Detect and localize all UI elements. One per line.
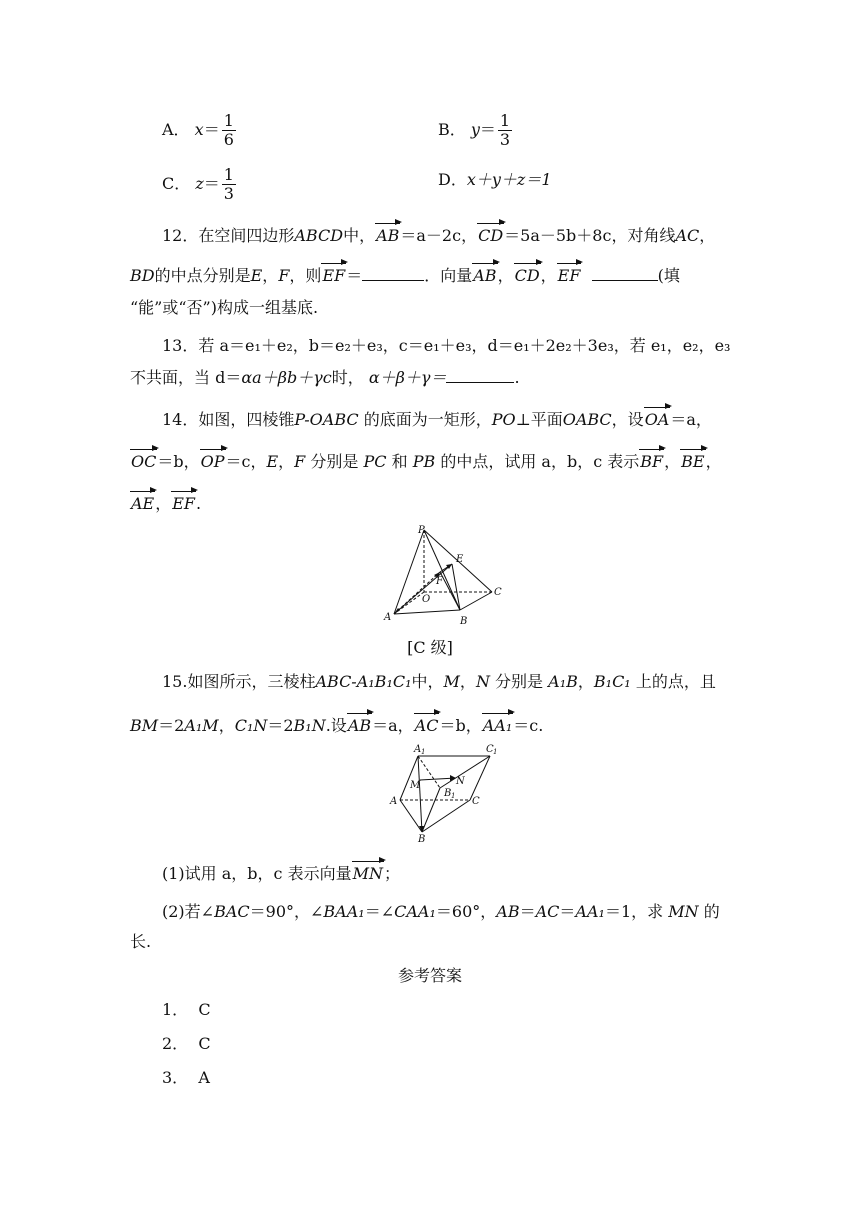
label-e: E bbox=[456, 554, 464, 565]
vector-bf: BF bbox=[640, 452, 664, 471]
label-b: B bbox=[418, 834, 426, 845]
label-a1: A bbox=[414, 744, 422, 755]
prism-figure bbox=[386, 742, 506, 846]
vector-ef: EF bbox=[557, 266, 581, 285]
q15-sub1: (1)试用 a，b，c 表示向量MN； bbox=[162, 864, 400, 883]
label-a: A bbox=[384, 612, 392, 623]
answer-blank bbox=[592, 266, 658, 281]
q14-line1: 14．如图，四棱锥P-OABC 的底面为一矩形，PO⊥平面OABC，设OA＝a， bbox=[162, 410, 712, 429]
vector-ab: AB bbox=[473, 266, 497, 285]
vector-ef: EF bbox=[172, 494, 196, 513]
vector-be: BE bbox=[681, 452, 705, 471]
q15-sub2-cont: 长. bbox=[130, 932, 152, 951]
label-f: F bbox=[436, 576, 443, 587]
vector-ac: AC bbox=[414, 716, 439, 735]
q12-line2: BD的中点分别是E，F，则EF＝ ．向量AB，CD，EF (填 bbox=[130, 266, 680, 285]
label-b1-sub: 1 bbox=[451, 792, 456, 800]
fraction: $\frac{1}{3}$ bbox=[223, 165, 234, 203]
answer-item: 2． C bbox=[162, 1034, 211, 1053]
vector-ab: AB bbox=[376, 226, 400, 245]
q15-line2: BM＝2A₁M，C₁N＝2B₁N.设AB＝a，AC＝b，AA₁＝c. bbox=[130, 716, 544, 735]
label-c1-sub: 1 bbox=[493, 748, 498, 756]
label-a: A bbox=[390, 796, 398, 807]
vector-ab: AB bbox=[347, 716, 372, 735]
vector-ef: EF bbox=[322, 266, 346, 285]
label-n: N bbox=[456, 776, 465, 787]
vector-oa: OA bbox=[644, 410, 670, 429]
answers-title: 参考答案 bbox=[397, 966, 462, 985]
answer-item: 1． C bbox=[162, 1000, 211, 1019]
vector-cd: CD bbox=[478, 226, 504, 245]
pyramid-figure bbox=[380, 524, 510, 628]
label-a1-sub: 1 bbox=[421, 748, 426, 756]
vector-oc: OC bbox=[131, 452, 157, 471]
q15-sub2: (2)若∠BAC＝90°，∠BAA₁＝∠CAA₁＝60°，AB＝AC＝AA₁＝1，求 MN 的 bbox=[162, 902, 720, 921]
answer-item: 3． A bbox=[162, 1068, 210, 1087]
option-b: B． y＝ $\frac{1}{3}$ bbox=[438, 111, 511, 149]
option-c: C． z＝ $\frac{1}{3}$ bbox=[162, 165, 234, 203]
label-b: B bbox=[460, 616, 468, 627]
fraction: $\frac{1}{3}$ bbox=[499, 111, 511, 149]
label-b1: B bbox=[444, 788, 452, 799]
label-o: O bbox=[422, 594, 431, 605]
q15-line1: 15.如图所示，三棱柱ABC-A₁B₁C₁中，M，N 分别是 A₁B，B₁C₁ 上的点，且 bbox=[162, 672, 716, 691]
vector-mn: MN bbox=[352, 864, 383, 883]
label-m: M bbox=[410, 780, 421, 791]
q14-line2: OC＝b，OP＝c，E，F 分别是 PC 和 PB 的中点，试用 a，b，c 表示BF，BE， bbox=[131, 452, 722, 471]
vector-cd: CD bbox=[514, 266, 540, 285]
label-c: C bbox=[494, 587, 502, 598]
answer-blank bbox=[446, 368, 514, 383]
vector-aa1: AA₁ bbox=[482, 716, 513, 735]
label-c1: C bbox=[486, 744, 494, 755]
label-p: P bbox=[418, 525, 425, 536]
answer-blank bbox=[362, 266, 424, 281]
section-title-c: [C 级] bbox=[407, 638, 453, 657]
vector-ae: AE bbox=[131, 494, 155, 513]
vector-op: OP bbox=[200, 452, 225, 471]
label-c: C bbox=[472, 796, 480, 807]
fraction: $\frac{1}{6}$ bbox=[223, 111, 234, 149]
q13-line2: 不共面，当 d＝αa＋βb＋γc时， α＋β＋γ＝ . bbox=[130, 368, 520, 387]
q13-line1: 13．若 a＝e₁＋e₂，b＝e₂＋e₃，c＝e₁＋e₃，d＝e₁＋2e₂＋3e₃，若 e₁，e₂，e₃ bbox=[162, 336, 731, 355]
q12-line1: 12．在空间四边形ABCD中，AB＝a－2c，CD＝5a－5b＋8c，对角线AC， bbox=[162, 226, 716, 245]
q12-line3: “能”或“否”)构成一组基底. bbox=[130, 298, 319, 317]
option-a: A． x＝ $\frac{1}{6}$ bbox=[162, 111, 234, 149]
option-d: D．x＋y＋z＝1 bbox=[438, 170, 552, 189]
q14-line3: AE，EF. bbox=[131, 494, 202, 513]
